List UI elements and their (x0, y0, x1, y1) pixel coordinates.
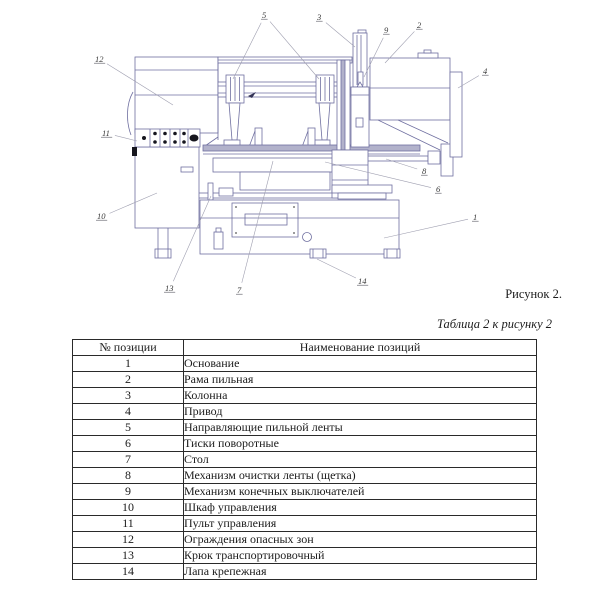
cell-name: Механизм конечных выключателей (184, 484, 537, 500)
cell-position: 12 (73, 532, 184, 548)
machine-outline (127, 30, 462, 258)
table-row (73, 452, 537, 468)
panel-knob (190, 135, 199, 142)
table-supports (190, 150, 392, 200)
cell-position: 7 (73, 452, 184, 468)
callout-number: 4 (483, 65, 488, 76)
cell-name: Механизм очистки ленты (щетка) (184, 468, 537, 484)
table-row (73, 564, 537, 580)
cell-name: Привод (184, 404, 537, 420)
callout-number: 11 (102, 127, 110, 138)
table-row (73, 404, 537, 420)
cell-position: 8 (73, 468, 184, 484)
callout-leader (270, 22, 319, 79)
cell-name: Ограждения опасных зон (184, 532, 537, 548)
cell-name: Шкаф управления (184, 500, 537, 516)
cell-name: Пульт управления (184, 516, 537, 532)
work-table (203, 145, 420, 151)
col-name-header: Наименование позиций (184, 340, 537, 356)
table-row (73, 548, 537, 564)
callout-number: 7 (237, 284, 242, 295)
cell-position: 13 (73, 548, 184, 564)
cover-handle (127, 92, 133, 135)
drive-side-panel (450, 72, 462, 157)
callout-number: 1 (473, 211, 478, 222)
callout-number: 13 (165, 282, 174, 293)
cell-name: Стол (184, 452, 537, 468)
table-row (73, 516, 537, 532)
cell-position: 3 (73, 388, 184, 404)
callout-number: 10 (97, 210, 106, 221)
cell-position: 14 (73, 564, 184, 580)
table-row (73, 484, 537, 500)
panel-button (142, 136, 146, 140)
cell-name: Направляющие пильной ленты (184, 420, 537, 436)
callout-number: 9 (384, 24, 389, 35)
callout-number: 8 (422, 165, 427, 176)
table-row (73, 420, 537, 436)
cell-position: 11 (73, 516, 184, 532)
callout-number: 2 (417, 19, 422, 30)
table-header-row (73, 340, 537, 356)
machine-base (200, 200, 399, 254)
figure-caption: Рисунок 2. (505, 287, 562, 301)
table-row (73, 388, 537, 404)
callout-leader (115, 135, 137, 141)
callout-number: 5 (262, 9, 267, 20)
table-row (73, 436, 537, 452)
cell-name: Лапа крепежная (184, 564, 537, 580)
callout-number: 3 (317, 11, 322, 22)
table-row (73, 468, 537, 484)
cell-position: 10 (73, 500, 184, 516)
table-row (73, 532, 537, 548)
parts-table (72, 339, 537, 580)
table-row (73, 500, 537, 516)
table-row (73, 372, 537, 388)
cell-position: 1 (73, 356, 184, 372)
callout-leader (317, 259, 356, 278)
cell-position: 6 (73, 436, 184, 452)
cell-position: 2 (73, 372, 184, 388)
table-row (73, 356, 537, 372)
callout-number: 12 (95, 53, 104, 64)
callout-number: 6 (436, 183, 441, 194)
col-position-header: № позиции (73, 340, 184, 356)
vise-posts (249, 128, 315, 147)
callout-number: 14 (358, 275, 367, 286)
cell-name: Колонна (184, 388, 537, 404)
callout-leader (233, 23, 261, 79)
cell-position: 4 (73, 404, 184, 420)
column (351, 30, 369, 147)
cell-position: 9 (73, 484, 184, 500)
cell-name: Тиски поворотные (184, 436, 537, 452)
cell-name: Крюк транспортировочный (184, 548, 537, 564)
table-caption: Таблица 2 к рисунку 2 (436, 317, 552, 331)
callout-leader (326, 23, 355, 47)
cell-name: Основание (184, 356, 537, 372)
cell-position: 5 (73, 420, 184, 436)
cell-name: Рама пильная (184, 372, 537, 388)
